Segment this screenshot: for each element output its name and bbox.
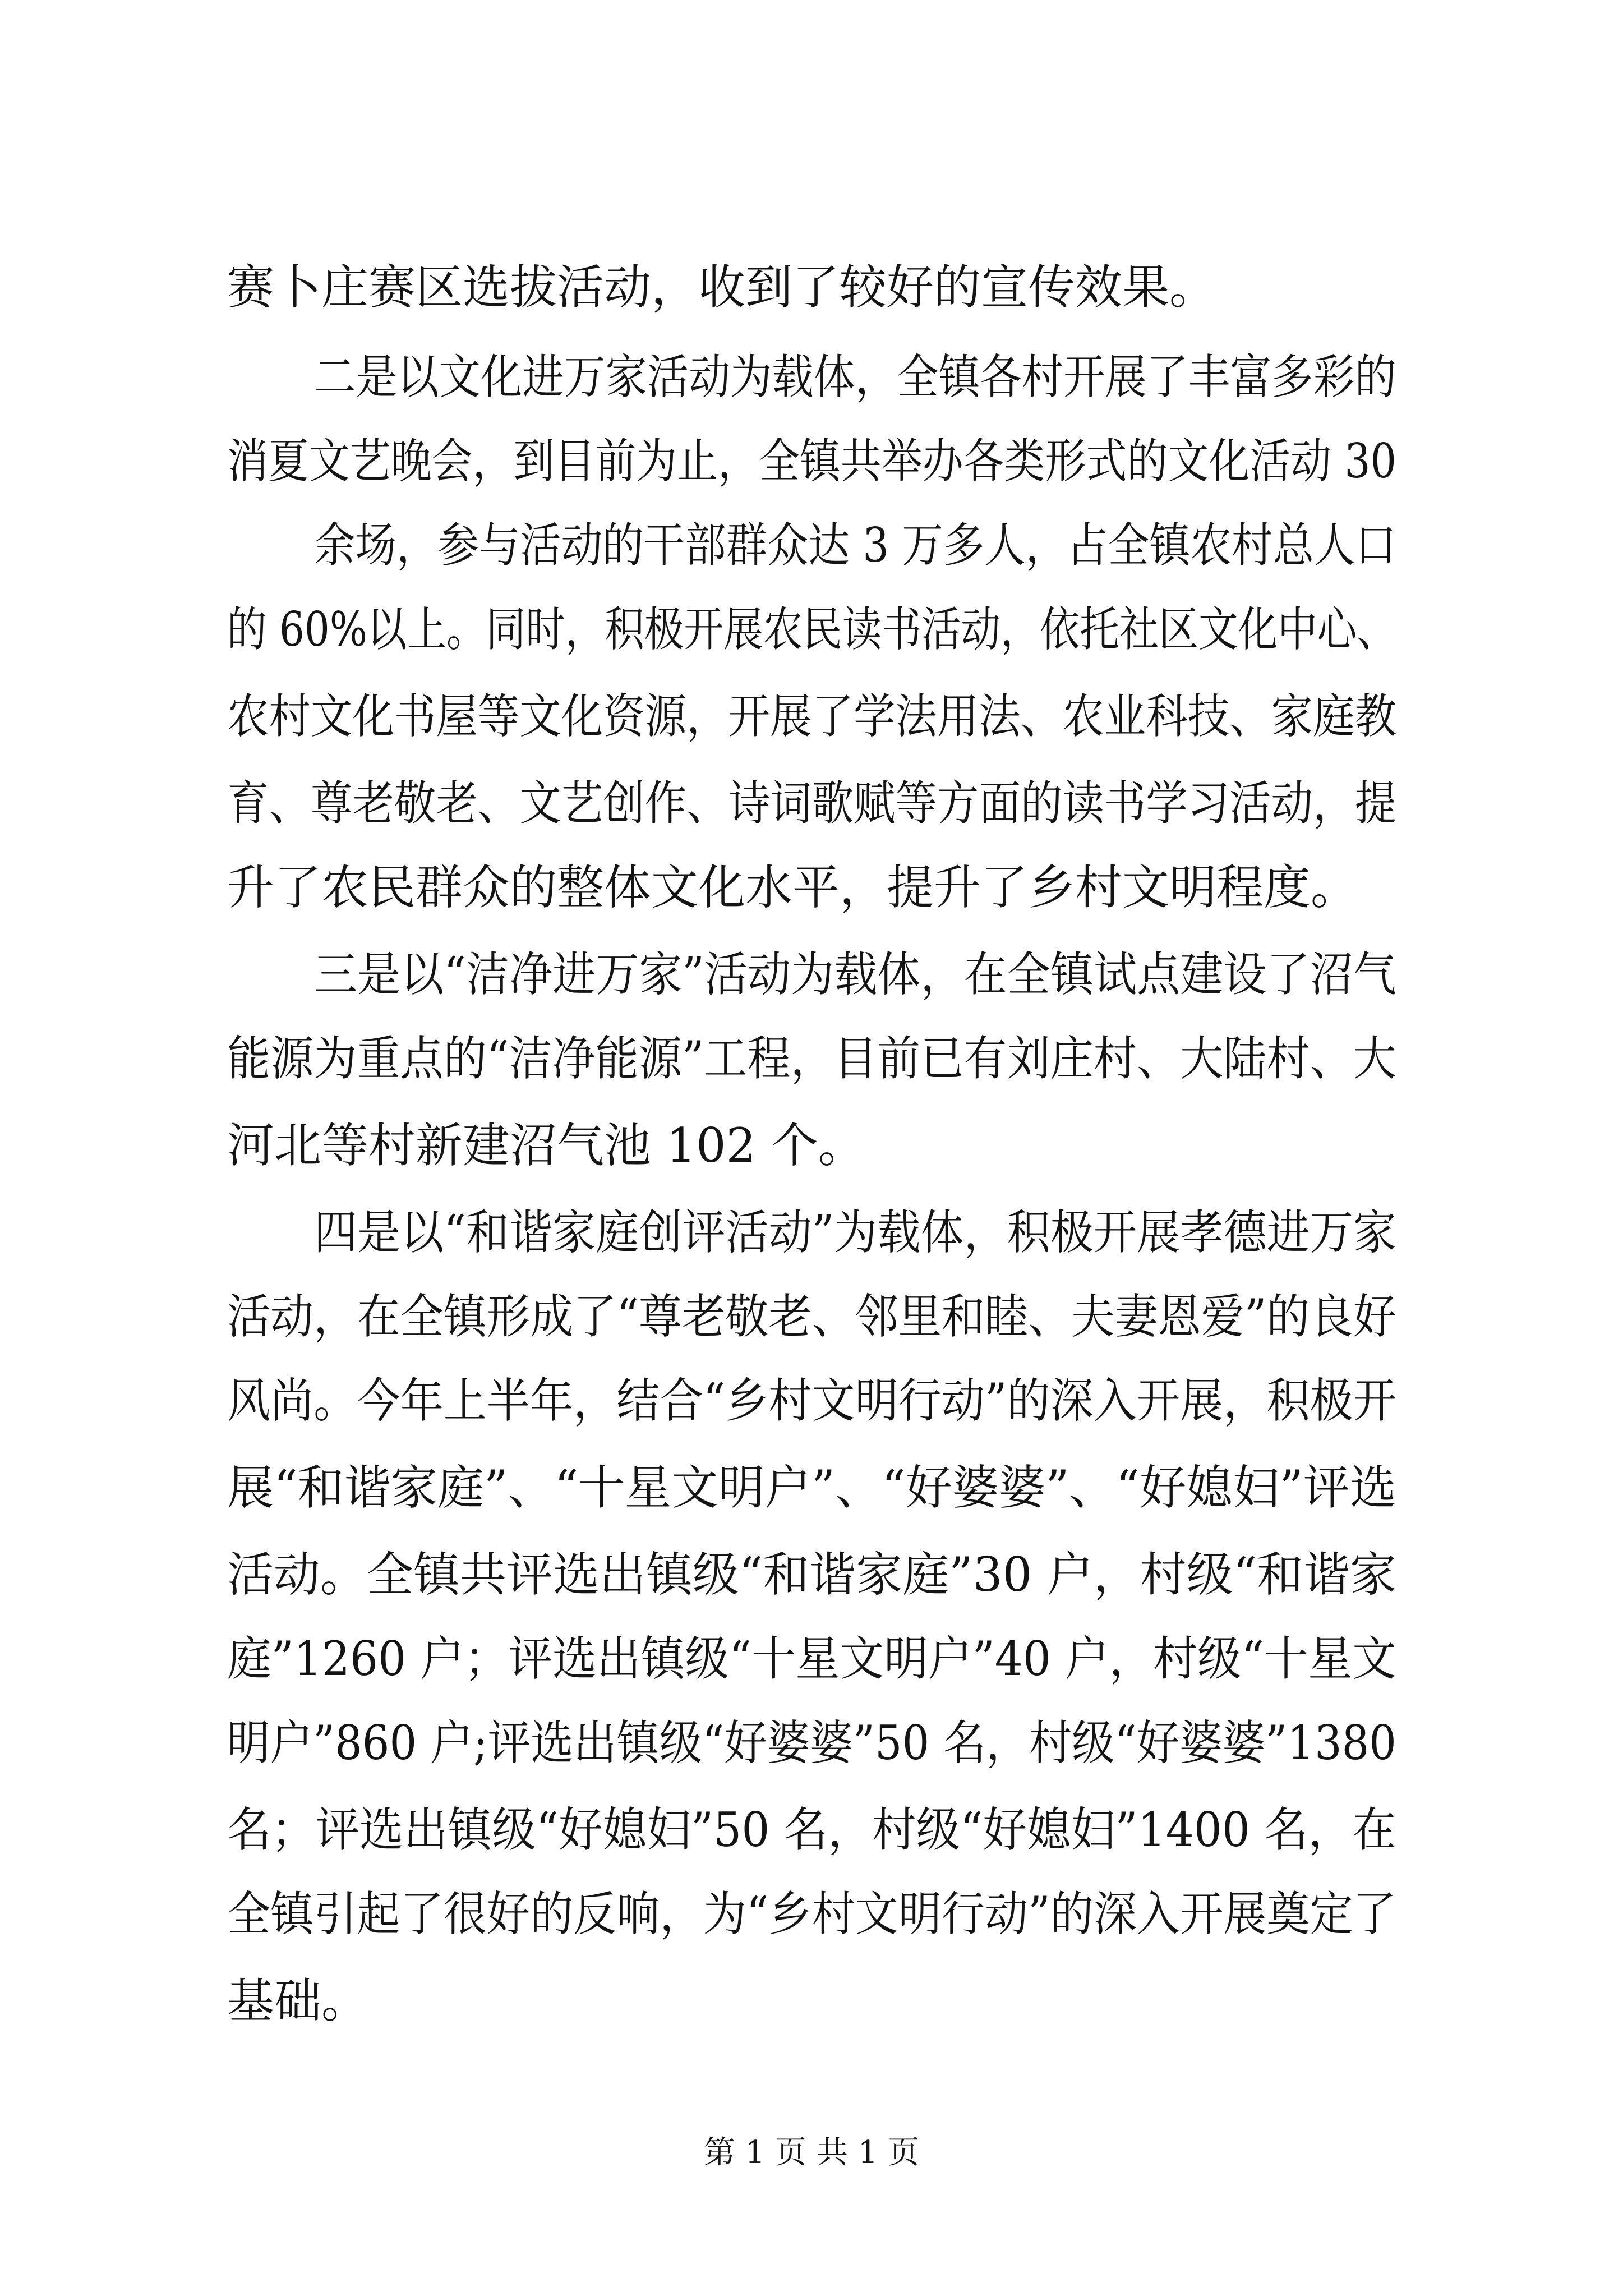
text-line bbox=[0, 1802, 1623, 1890]
text-line-content: 河北等村新建沼气池 102 个。 bbox=[227, 1118, 865, 1173]
text-line bbox=[0, 1973, 1623, 2062]
text-line bbox=[0, 518, 1623, 606]
text-line-content: 二是以文化进万家活动为载体，全镇各村开展了丰富多彩的 bbox=[314, 349, 1397, 404]
text-line-content: 能源为重点的“洁净能源”工程，目前已有刘庄村、大陆村、大 bbox=[227, 1031, 1396, 1086]
text-line bbox=[0, 1547, 1623, 1635]
text-line bbox=[0, 1715, 1623, 1803]
text-line bbox=[0, 1631, 1623, 1719]
text-line-content: 育、尊老敬老、文艺创作、诗词歌赋等方面的读书学习活动，提 bbox=[227, 776, 1397, 831]
text-line bbox=[0, 689, 1623, 777]
text-line bbox=[0, 860, 1623, 948]
text-line-content: 基础。 bbox=[227, 1973, 369, 2028]
text-line-content: 名；评选出镇级“好媳妇”50 名，村级“好媳妇”1400 名，在 bbox=[227, 1802, 1396, 1857]
text-line-content: 四是以“和谐家庭创评活动”为载体，积极开展孝德进万家 bbox=[314, 1205, 1396, 1260]
text-line bbox=[0, 1460, 1623, 1548]
text-line-content: 升了农民群众的整体文化水平，提升了乡村文明程度。 bbox=[227, 860, 1358, 915]
text-line-content: 全镇引起了很好的反响，为“乡村文明行动”的深入开展奠定了 bbox=[227, 1887, 1396, 1941]
text-line bbox=[0, 1031, 1623, 1119]
text-line-content: 农村文化书屋等文化资源，开展了学法用法、农业科技、家庭教 bbox=[227, 689, 1397, 744]
text-line-content: 风尚。今年上半年，结合“乡村文明行动”的深入开展，积极开 bbox=[227, 1373, 1396, 1428]
text-line-content: 赛卜庄赛区选拔活动，收到了较好的宣传效果。 bbox=[227, 260, 1217, 315]
text-line bbox=[0, 434, 1623, 522]
text-line-content: 庭”1260 户；评选出镇级“十星文明户”40 户，村级“十星文 bbox=[227, 1631, 1396, 1686]
text-line-content: 活动，在全镇形成了“尊老敬老、邻里和睦、夫妻恩爱”的良好 bbox=[227, 1289, 1396, 1344]
text-line bbox=[0, 1205, 1623, 1293]
page-footer: 第 1 页 共 1 页 bbox=[703, 2134, 920, 2171]
text-line-content: 余场，参与活动的干部群众达 3 万多人，占全镇农村总人口 bbox=[314, 518, 1396, 573]
text-line bbox=[0, 1373, 1623, 1461]
text-line-content: 的 60%以上。同时，积极开展农民读书活动，依托社区文化中心、 bbox=[227, 602, 1396, 657]
text-line-content: 消夏文艺晚会，到目前为止，全镇共举办各类形式的文化活动 30 bbox=[227, 434, 1397, 489]
text-line bbox=[0, 1289, 1623, 1377]
text-line-content: 明户”860 户;评选出镇级“好婆婆”50 名，村级“好婆婆”1380 bbox=[227, 1715, 1396, 1770]
text-line-content: 展“和谐家庭”、“十星文明户”、“好婆婆”、“好媳妇”评选 bbox=[227, 1460, 1397, 1515]
text-line bbox=[0, 602, 1623, 690]
text-line bbox=[0, 1118, 1623, 1206]
text-line-content: 三是以“洁净进万家”活动为载体，在全镇试点建设了沼气 bbox=[314, 947, 1396, 1002]
text-line bbox=[0, 1887, 1623, 1975]
text-line bbox=[0, 776, 1623, 864]
text-line bbox=[0, 349, 1623, 438]
text-line bbox=[0, 260, 1623, 348]
text-line bbox=[0, 947, 1623, 1035]
text-line-content: 活动。全镇共评选出镇级“和谐家庭”30 户，村级“和谐家 bbox=[227, 1547, 1397, 1602]
